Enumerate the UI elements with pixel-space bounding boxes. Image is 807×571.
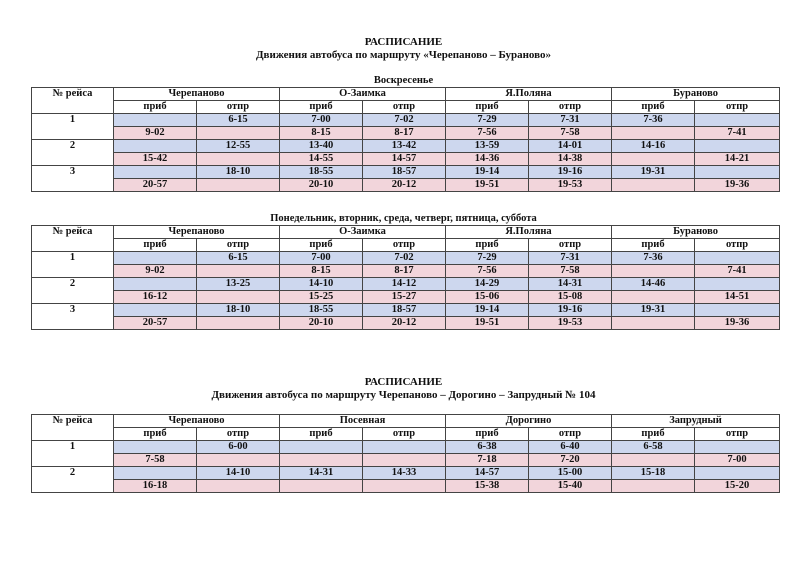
stop-header: Бураново <box>612 88 780 101</box>
trip-number: 1 <box>32 252 114 278</box>
departure-header: отпр <box>695 101 780 114</box>
trip-number: 3 <box>32 166 114 192</box>
time-cell <box>612 265 695 278</box>
time-cell <box>695 166 780 179</box>
time-cell <box>363 441 446 454</box>
time-cell <box>363 480 446 493</box>
time-cell: 19-51 <box>446 179 529 192</box>
time-cell <box>612 179 695 192</box>
table-row <box>32 114 780 127</box>
time-cell: 14-51 <box>695 291 780 304</box>
arr-dep-header-row <box>32 239 780 252</box>
table-row <box>32 304 780 317</box>
time-cell: 20-57 <box>114 179 197 192</box>
time-cell: 13-42 <box>363 140 446 153</box>
time-cell: 15-00 <box>529 467 612 480</box>
time-cell <box>612 480 695 493</box>
time-cell: 16-18 <box>114 480 197 493</box>
time-cell: 14-57 <box>363 153 446 166</box>
time-cell: 15-20 <box>695 480 780 493</box>
table-row <box>32 252 780 265</box>
time-cell: 19-31 <box>612 166 695 179</box>
table-row <box>32 317 780 330</box>
time-cell: 14-21 <box>695 153 780 166</box>
arrival-header: приб <box>446 239 529 252</box>
time-cell <box>612 454 695 467</box>
time-cell <box>114 114 197 127</box>
time-cell: 14-10 <box>280 278 363 291</box>
time-cell: 13-40 <box>280 140 363 153</box>
arrival-header: приб <box>114 428 197 441</box>
time-cell: 7-02 <box>363 252 446 265</box>
time-cell <box>695 467 780 480</box>
time-cell: 12-55 <box>197 140 280 153</box>
table-row <box>32 278 780 291</box>
stop-header-row <box>32 88 780 101</box>
departure-header: отпр <box>363 101 446 114</box>
time-cell: 14-31 <box>280 467 363 480</box>
arrival-header: приб <box>612 239 695 252</box>
time-cell: 20-12 <box>363 317 446 330</box>
time-cell <box>114 278 197 291</box>
table-row <box>32 291 780 304</box>
time-cell <box>280 480 363 493</box>
time-cell: 6-40 <box>529 441 612 454</box>
time-cell: 15-40 <box>529 480 612 493</box>
departure-header: отпр <box>363 239 446 252</box>
time-cell <box>197 179 280 192</box>
time-cell: 15-27 <box>363 291 446 304</box>
time-cell: 19-53 <box>529 179 612 192</box>
time-cell: 19-36 <box>695 317 780 330</box>
time-cell <box>197 291 280 304</box>
time-cell: 15-06 <box>446 291 529 304</box>
time-cell: 18-57 <box>363 166 446 179</box>
time-cell <box>114 166 197 179</box>
time-cell: 18-55 <box>280 304 363 317</box>
stop-header: О-Заимка <box>280 88 446 101</box>
stop-header: Я.Поляна <box>446 88 612 101</box>
time-cell <box>612 291 695 304</box>
time-cell: 19-14 <box>446 166 529 179</box>
time-cell <box>197 454 280 467</box>
trip-number-header: № рейса <box>32 415 114 441</box>
trip-number: 2 <box>32 278 114 304</box>
time-cell: 19-16 <box>529 166 612 179</box>
time-cell <box>612 317 695 330</box>
time-cell: 8-17 <box>363 265 446 278</box>
stop-header: Черепаново <box>114 226 280 239</box>
day-caption-sunday: Воскресенье <box>373 75 434 86</box>
time-cell <box>612 153 695 166</box>
time-cell: 8-17 <box>363 127 446 140</box>
trip-number: 1 <box>32 114 114 140</box>
time-cell: 19-51 <box>446 317 529 330</box>
table-row <box>32 127 780 140</box>
arrival-header: приб <box>114 239 197 252</box>
schedule-subtitle-2: Движения автобуса по маршруту Черепаново – Дорогино – Запрудный № 104 <box>211 389 596 401</box>
time-cell <box>695 140 780 153</box>
time-cell: 14-10 <box>197 467 280 480</box>
time-cell: 13-25 <box>197 278 280 291</box>
time-cell <box>114 252 197 265</box>
stop-header: Посевная <box>280 415 446 428</box>
time-cell <box>280 441 363 454</box>
time-cell <box>695 252 780 265</box>
table-row <box>32 153 780 166</box>
time-cell: 20-12 <box>363 179 446 192</box>
time-cell: 16-12 <box>114 291 197 304</box>
time-cell <box>114 467 197 480</box>
time-cell: 14-16 <box>612 140 695 153</box>
time-cell: 8-15 <box>280 265 363 278</box>
departure-header: отпр <box>197 101 280 114</box>
time-cell: 7-00 <box>280 252 363 265</box>
time-cell <box>695 114 780 127</box>
time-cell: 14-12 <box>363 278 446 291</box>
time-cell: 7-18 <box>446 454 529 467</box>
time-cell: 18-55 <box>280 166 363 179</box>
time-cell: 7-36 <box>612 114 695 127</box>
schedule-title-2: РАСПИСАНИЕ <box>364 376 443 388</box>
stop-header: Черепаново <box>114 88 280 101</box>
time-cell: 7-29 <box>446 252 529 265</box>
time-cell: 14-38 <box>529 153 612 166</box>
trip-number-header: № рейса <box>32 88 114 114</box>
time-cell: 7-36 <box>612 252 695 265</box>
time-cell: 19-14 <box>446 304 529 317</box>
arrival-header: приб <box>280 101 363 114</box>
time-cell <box>363 454 446 467</box>
time-cell: 14-46 <box>612 278 695 291</box>
schedule-subtitle-1: Движения автобуса по маршруту «Черепаново – Бураново» <box>255 49 552 61</box>
table-row <box>32 166 780 179</box>
time-cell: 18-57 <box>363 304 446 317</box>
trip-number-header: № рейса <box>32 226 114 252</box>
time-cell: 14-29 <box>446 278 529 291</box>
departure-header: отпр <box>363 428 446 441</box>
arrival-header: приб <box>612 101 695 114</box>
table-row <box>32 467 780 480</box>
arrival-header: приб <box>114 101 197 114</box>
time-cell: 20-10 <box>280 179 363 192</box>
time-cell: 15-25 <box>280 291 363 304</box>
time-cell: 7-56 <box>446 127 529 140</box>
time-cell: 7-29 <box>446 114 529 127</box>
table-row <box>32 265 780 278</box>
time-cell: 7-00 <box>280 114 363 127</box>
time-cell <box>280 454 363 467</box>
time-cell: 19-16 <box>529 304 612 317</box>
time-cell: 9-02 <box>114 265 197 278</box>
time-cell: 15-42 <box>114 153 197 166</box>
arrival-header: приб <box>280 239 363 252</box>
time-cell: 7-58 <box>529 265 612 278</box>
time-cell: 15-38 <box>446 480 529 493</box>
time-cell <box>114 140 197 153</box>
timetable-weekdays <box>31 225 780 330</box>
time-cell: 7-20 <box>529 454 612 467</box>
trip-number: 3 <box>32 304 114 330</box>
time-cell: 6-38 <box>446 441 529 454</box>
time-cell <box>695 278 780 291</box>
trip-number: 2 <box>32 140 114 166</box>
day-caption-weekdays: Понедельник, вторник, среда, четверг, пятница, суббота <box>270 213 537 224</box>
timetable-sunday <box>31 87 780 192</box>
time-cell: 6-15 <box>197 252 280 265</box>
departure-header: отпр <box>529 428 612 441</box>
time-cell: 19-31 <box>612 304 695 317</box>
arr-dep-header-row <box>32 428 780 441</box>
time-cell: 7-31 <box>529 252 612 265</box>
departure-header: отпр <box>197 428 280 441</box>
arrival-header: приб <box>280 428 363 441</box>
table-row <box>32 441 780 454</box>
time-cell: 19-53 <box>529 317 612 330</box>
time-cell <box>197 480 280 493</box>
time-cell <box>114 441 197 454</box>
arrival-header: приб <box>446 428 529 441</box>
stop-header: Дорогино <box>446 415 612 428</box>
time-cell <box>695 441 780 454</box>
timetable-route-104 <box>31 414 780 493</box>
time-cell: 14-31 <box>529 278 612 291</box>
time-cell: 15-08 <box>529 291 612 304</box>
time-cell: 7-00 <box>695 454 780 467</box>
time-cell: 14-36 <box>446 153 529 166</box>
time-cell: 7-58 <box>114 454 197 467</box>
departure-header: отпр <box>529 239 612 252</box>
time-cell: 14-55 <box>280 153 363 166</box>
time-cell <box>197 265 280 278</box>
time-cell <box>114 304 197 317</box>
time-cell: 7-58 <box>529 127 612 140</box>
trip-number: 1 <box>32 441 114 467</box>
time-cell: 20-10 <box>280 317 363 330</box>
stop-header: О-Заимка <box>280 226 446 239</box>
arr-dep-header-row <box>32 101 780 114</box>
departure-header: отпр <box>695 239 780 252</box>
table-row <box>32 454 780 467</box>
stop-header: Я.Поляна <box>446 226 612 239</box>
time-cell: 19-36 <box>695 179 780 192</box>
time-cell: 14-57 <box>446 467 529 480</box>
time-cell: 18-10 <box>197 304 280 317</box>
time-cell <box>695 304 780 317</box>
stop-header-row <box>32 226 780 239</box>
time-cell: 14-33 <box>363 467 446 480</box>
time-cell: 6-58 <box>612 441 695 454</box>
stop-header: Бураново <box>612 226 780 239</box>
departure-header: отпр <box>197 239 280 252</box>
time-cell: 20-57 <box>114 317 197 330</box>
time-cell: 6-15 <box>197 114 280 127</box>
stop-header-row <box>32 415 780 428</box>
time-cell: 7-02 <box>363 114 446 127</box>
stop-header: Запрудный <box>612 415 780 428</box>
table-row <box>32 140 780 153</box>
time-cell: 8-15 <box>280 127 363 140</box>
time-cell: 9-02 <box>114 127 197 140</box>
time-cell: 6-00 <box>197 441 280 454</box>
table-row <box>32 480 780 493</box>
table-row <box>32 179 780 192</box>
time-cell: 7-41 <box>695 127 780 140</box>
time-cell: 7-56 <box>446 265 529 278</box>
arrival-header: приб <box>612 428 695 441</box>
time-cell: 7-31 <box>529 114 612 127</box>
arrival-header: приб <box>446 101 529 114</box>
time-cell <box>197 317 280 330</box>
time-cell <box>612 127 695 140</box>
trip-number: 2 <box>32 467 114 493</box>
stop-header: Черепаново <box>114 415 280 428</box>
time-cell: 7-41 <box>695 265 780 278</box>
schedule-title-1: РАСПИСАНИЕ <box>364 36 443 48</box>
departure-header: отпр <box>529 101 612 114</box>
time-cell: 13-59 <box>446 140 529 153</box>
time-cell: 18-10 <box>197 166 280 179</box>
time-cell: 14-01 <box>529 140 612 153</box>
time-cell <box>197 153 280 166</box>
time-cell <box>197 127 280 140</box>
time-cell: 15-18 <box>612 467 695 480</box>
departure-header: отпр <box>695 428 780 441</box>
